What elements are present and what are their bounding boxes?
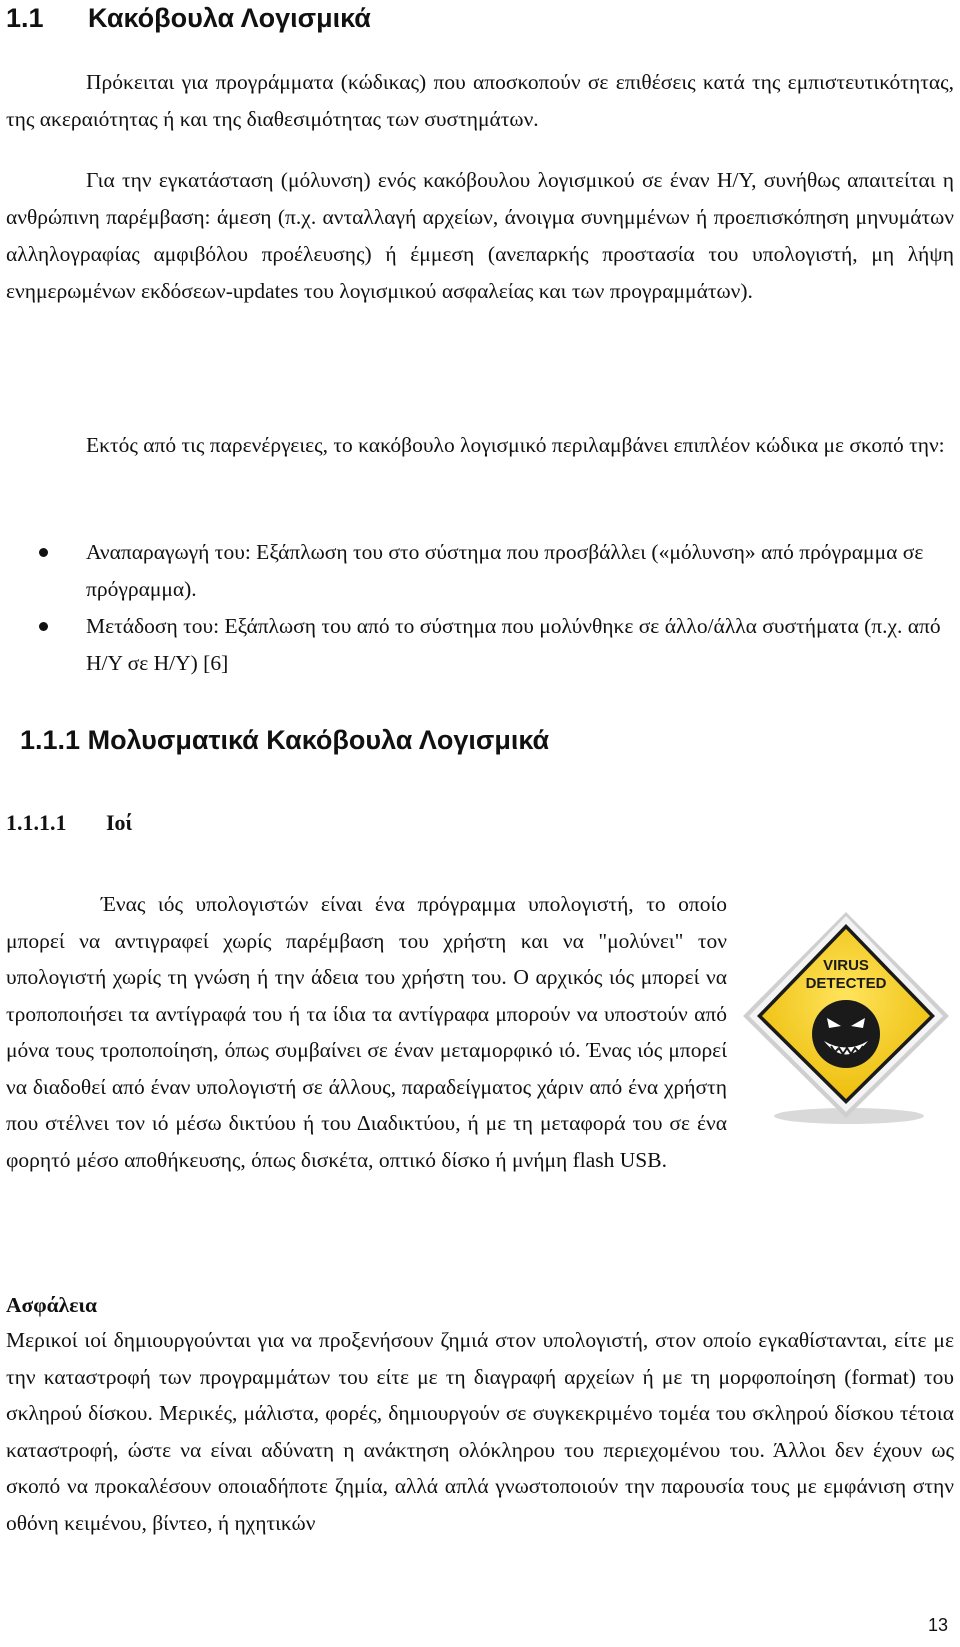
- intro-paragraph: [6, 64, 954, 138]
- virus-detected-sign-icon: [739, 906, 954, 1131]
- subsection-number: 1.1.1: [20, 725, 81, 755]
- subsection-title: Μολυσματικά Κακόβουλα Λογισμικά: [87, 725, 550, 755]
- subsubsection-number: 1.1.1.1: [6, 810, 67, 835]
- infection-paragraph: [6, 162, 954, 310]
- bullet-item: [6, 608, 954, 682]
- intro-paragraph-text: Πρόκειται για προγράμματα (κώδικας) που αποσκοπούν σε επιθέσεις κατά της εμπιστευτικότητας, της ακεραιότητας ή και της διαθεσιμότητας των συστημάτων.: [6, 70, 954, 131]
- bullet-text: Αναπαραγωγή του: Εξάπλωση του στο σύστημα που προσβάλλει («μόλυνση» από πρόγραμμα σε πρόγραμμα).: [86, 540, 924, 601]
- bullet-item: [6, 534, 954, 608]
- safety-paragraph: Μερικοί ιοί δημιουργούνται για να προξενήσουν ζημιά στον υπολογιστή, στον οποίο εγκαθίστανται, είτε με την καταστροφή των προγραμμάτων του είτε με τη διαγραφή αρχείων ή με τη μορφοποίηση (format) του σκληρού δίσκου. Μερικές, μάλιστα, φορές, δημιουργούν σε συγκεκριμένο τομέα του σκληρού δίσκου τέτοια καταστροφή, ώστε να είναι αδύνατη η ανάκτηση ολόκληρου του περιεχομένου του. Άλλοι δεν έχουν ως σκοπό να προκαλέσουν οποιαδήποτε ζημία, αλλά απλά γνωστοποιούν την παρουσία τους με εμφάνιση στην οθόνη κειμένου, βίντεο, ή ηχητικών: [6, 1328, 954, 1535]
- subsubsection-title: Ιοί: [106, 810, 133, 835]
- bullet-text: Μετάδοση του: Εξάπλωση του από το σύστημα που μολύνθηκε σε άλλο/άλλα συστήματα (π.χ. από Η/Υ σε Η/Υ) [6]: [86, 614, 941, 675]
- page-number: 13: [927, 1615, 948, 1635]
- subsection-heading: [20, 722, 549, 758]
- bullet-icon: [39, 622, 48, 631]
- virus-paragraph-text: Ένας ιός υπολογιστών είναι ένα πρόγραμμα υπολογιστή, το οποίο μπορεί να αντιγραφεί χωρίς παρέμβαση του χρήστη και να "μολύνει" τον υπολογιστή χωρίς τη γνώση ή την άδεια του χρήστη του. Ο αρχικός ιός μπορεί να τροποποιήσει τα αντίγραφά του ή τα ίδια τα αντίγραφα μπορούν να υποστούν από μόνα τους τροποποίηση, όπως συμβαίνει σε έναν μεταμορφικό ιό. Ένας ιός μπορεί να διαδοθεί από έναν υπολογιστή σε άλλους, παραδείγματος χάριν από ένα χρήστη που στέλνει τον ιό μέσω δικτύου ή του Διαδικτύου, ή με τη μεταφορά του σε ένα φορητό μέσο αποθήκευσης, όπως δισκέτα, οπτικό δίσκο ή μνήμη flash USB.: [6, 892, 727, 1172]
- virus-sign-line2: DETECTED: [805, 975, 887, 992]
- extra-code-paragraph: [6, 427, 954, 464]
- bullet-icon: [39, 548, 48, 557]
- virus-paragraph: [6, 886, 954, 1178]
- virus-sign-line1: VIRUS: [823, 957, 869, 974]
- bullet-list: [6, 534, 954, 682]
- infection-paragraph-text: Για την εγκατάσταση (μόλυνση) ενός κακόβουλου λογισμικού σε έναν Η/Υ, συνήθως απαιτείται η ανθρώπινη παρέμβαση: άμεση (π.χ. ανταλλαγή αρχείων, άνοιγμα συνημμένων ή προεπισκόπηση μηνυμάτων αλληλογραφίας αμφιβόλου προέλευσης) ή έμμεση (ανεπαρκής προστασία του υπολογιστή, μη λήψη ενημερωμένων εκδόσεων-updates του λογισμικού ασφαλείας και των προγραμμάτων).: [6, 168, 954, 303]
- section-heading: [6, 0, 371, 36]
- extra-code-paragraph-text: Εκτός από τις παρενέργειες, το κακόβουλο λογισμικό περιλαμβάνει επιπλέον κώδικα με σκοπό την:: [86, 433, 945, 457]
- section-title: Κακόβουλα Λογισμικά: [88, 3, 371, 33]
- section-number: 1.1: [6, 3, 44, 33]
- subsubsection-heading: [6, 808, 132, 838]
- safety-heading: Ασφάλεια: [6, 1293, 98, 1317]
